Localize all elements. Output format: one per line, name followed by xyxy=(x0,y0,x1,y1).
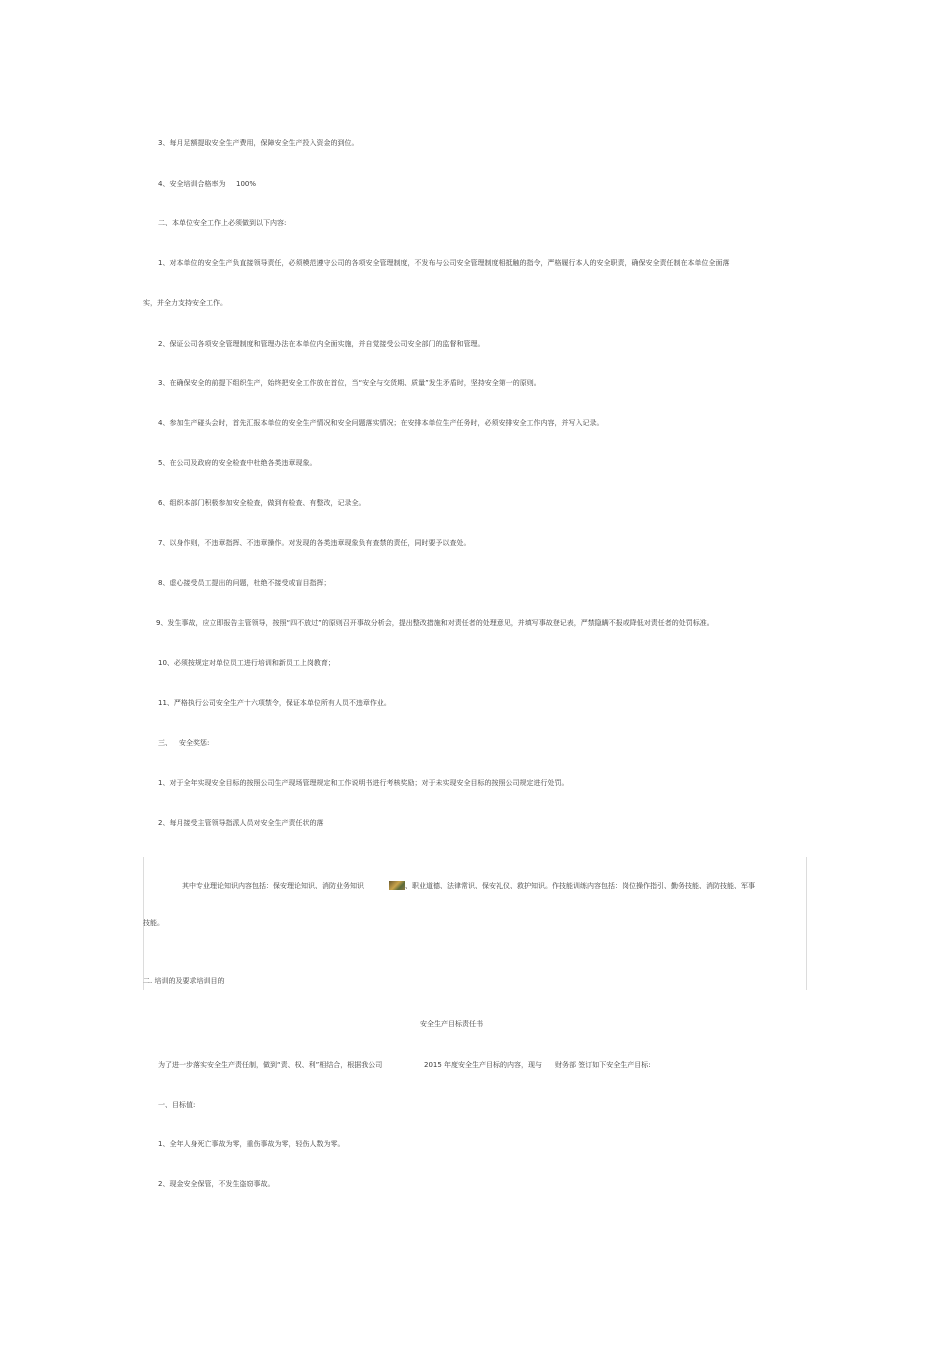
text-line: 8、虚心接受员工提出的问题，杜绝不接受或盲目指挥； xyxy=(158,579,331,587)
text-line: 9、发生事故，应立即报告主管领导，按照“四不放过”的原则召开事故分析会，提出整改措施和对责任者的处理意见，并填写事故登记表，严禁隐瞒不报或降低对责任者的处罚标准。 xyxy=(156,619,714,627)
text-line: 、职业道德、法律常识、保安礼仪、救护知识。作技能训练内容包括：岗位操作指引、勤务技能、消防技能、军事 xyxy=(405,882,755,890)
inline-image-icon xyxy=(389,881,405,890)
text-line: 技能。 xyxy=(143,919,164,927)
text-line: 3、每月足额提取安全生产费用，保障安全生产投入资金的到位。 xyxy=(158,139,359,147)
text-line: 1、全年人身死亡事故为零，重伤事故为零，轻伤人数为零。 xyxy=(158,1140,345,1148)
text-line: 10、必须按规定对单位员工进行培训和新员工上岗教育； xyxy=(158,659,335,667)
section-heading: 二、本单位安全工作上必须做到以下内容: xyxy=(158,219,287,227)
section-heading: 安全奖惩: xyxy=(179,739,210,747)
section-heading: 三、 xyxy=(158,739,172,747)
text-line: 100% xyxy=(236,180,257,188)
text-line: 11、严格执行公司安全生产十六项禁令，保证本单位所有人员不违章作业。 xyxy=(158,699,391,707)
text-line: 2、每月接受主管领导指派人员对安全生产责任状的落 xyxy=(158,819,324,827)
text-line: 1、对于全年实现安全目标的按照公司生产现场管理规定和工作说明书进行考核奖励；对于未实现安全目标的按照公司规定进行处罚。 xyxy=(158,779,569,787)
text-line: 其中专业理论知识内容包括：保安理论知识、消防业务知识 xyxy=(182,882,364,890)
text-line: 实，并全力支持安全工作。 xyxy=(143,299,227,307)
text-line: 3、在确保安全的前提下组织生产，始终把安全工作放在首位，当“安全与交货期、质量”发生矛盾时，坚持安全第一的原则。 xyxy=(158,379,541,387)
text-line: 5、在公司及政府的安全检查中杜绝各类违章现象。 xyxy=(158,459,317,467)
document-title: 安全生产目标责任书 xyxy=(420,1020,483,1028)
text-line: 4、安全培训合格率为 xyxy=(158,180,226,188)
text-line: 1、对本单位的安全生产负直接领导责任，必须模范遵守公司的各项安全管理制度，不发布与公司安全管理制度相抵触的指令，严格履行本人的安全职责，确保安全责任制在本单位全面落 xyxy=(158,259,730,267)
section-heading: 一、目标值: xyxy=(158,1101,196,1109)
text-line: 为了进一步落实安全生产责任制，做到“责、权、利”相结合，根据我公司 xyxy=(158,1061,383,1069)
text-line: 财务部 签订如下安全生产目标: xyxy=(555,1061,651,1069)
text-line: 2、保证公司各项安全管理制度和管理办法在本单位内全面实施，并自觉接受公司安全部门的监督和管理。 xyxy=(158,340,485,348)
text-line: 2、现金安全保管，不发生盗窃事故。 xyxy=(158,1180,275,1188)
text-line: 2015 年度安全生产目标的内容，现与 xyxy=(424,1061,543,1069)
text-line: 4、参加生产碰头会时，首先汇报本单位的安全生产情况和安全问题落实情况；在安排本单位生产任务时，必须安排安全工作内容，并写入记录。 xyxy=(158,419,604,427)
text-line: 6、组织本部门积极参加安全检查，做到有检查、有整改，记录全。 xyxy=(158,499,366,507)
frame-right-border xyxy=(806,857,807,990)
text-line: 7、以身作则，不违章指挥、不违章操作。对发现的各类违章现象负有查禁的责任，同时要予以查处。 xyxy=(158,539,471,547)
section-heading: 二. 培训的及要求培训目的 xyxy=(143,977,225,985)
